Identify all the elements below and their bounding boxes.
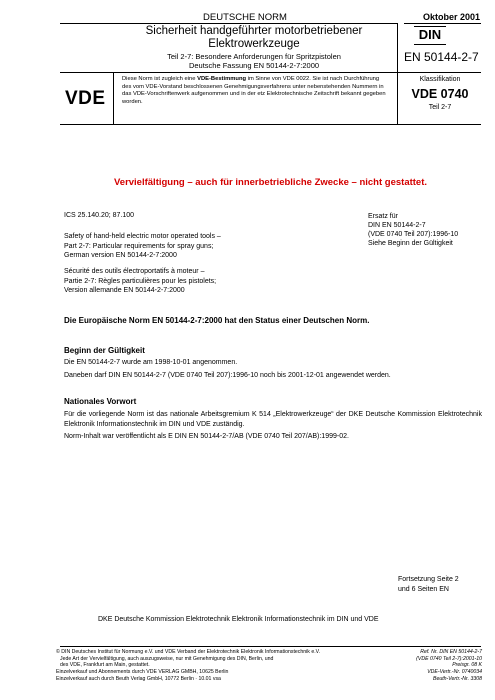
ersatz-line: Siehe Beginn der Gültigkeit [368, 240, 453, 247]
english-title-line: German version EN 50144-2-7:2000 [64, 252, 177, 259]
dke-footer: DKE Deutsche Kommission Elektrotechnik Elektronik Informationstechnik im DIN und VDE [98, 616, 379, 623]
klassifikation-label: Klassifikation [419, 76, 461, 83]
status-statement: Die Europäische Norm EN 50144-2-7:2000 hat den Status einer Deutschen Norm. [64, 316, 370, 325]
legal-line: Einzelverkauf und Abonnements durch VDE VERLAG GMBH, 10625 Berlin [56, 669, 229, 676]
ics-codes: ICS 25.140.20; 87.100 [64, 212, 135, 219]
validity-line-1: Die EN 50144-2-7 wurde am 1998-10-01 angenommen. [64, 359, 238, 366]
english-title [64, 232, 324, 261]
french-title-line: Sécurité des outils électroportatifs à moteur – [64, 268, 205, 275]
reference-line: Ref. Nr. DIN EN 50144-2-7 [420, 649, 482, 655]
reference-line: VDE-Vertr.-Nr. 0740034 [427, 669, 482, 676]
vde-logo: VDE [65, 88, 106, 109]
vde-notice-bold: VDE-Bestimmung [197, 76, 247, 82]
vde-notice-post: im Sinne von VDE 0022. Sie ist nach Durchführung des vom VDE-Vorstand beschlossenen Genehmigungsverfahrens unter nebenstehenden Nummern in das VDE-Vorschriftenwerk aufgenommen und in der etz Elektrotechnische Zeitschrift bekannt gegeben worden. [122, 76, 386, 105]
vde-part: Teil 2-7 [428, 104, 452, 111]
document-subtitle [113, 52, 395, 70]
foreword-heading: Nationales Vorwort [64, 397, 137, 406]
legal-top-rule [60, 646, 481, 647]
reference-line: (VDE 0740 Teil 2-7):2001-10 [416, 655, 482, 662]
title-line-1: Sicherheit handgeführter motorbetriebener [145, 25, 363, 37]
vde-number: VDE 0740 [411, 87, 469, 101]
ersatz-line: DIN EN 50144-2-7 [368, 222, 426, 229]
standard-number: EN 50144-2-7 [404, 50, 479, 64]
french-title [64, 267, 324, 296]
document-title [113, 25, 395, 51]
french-title-line: Partie 2-7: Règles particulières pour les pistolets; [64, 277, 217, 285]
continuation-line-2: und 6 Seiten EN [398, 585, 449, 593]
ersatz-line: (VDE 0740 Teil 207):1996-10 [368, 231, 459, 238]
top-rule-right [404, 23, 481, 24]
ersatz-line: Ersatz für [368, 213, 398, 220]
legal-line: Einzelverkauf auch durch Beuth Verlag GmbH, 10772 Berlin · 10.01 vsa [56, 675, 221, 682]
top-rule [60, 23, 397, 24]
ersatz-block [368, 212, 488, 248]
title-line-2: Elektrowerkzeuge [208, 38, 300, 50]
vde-logo-divider [113, 72, 114, 124]
foreword-para-2: Norm-Inhalt war veröffentlicht als E DIN EN 50144-2-7/AB (VDE 0740 Teil 207/AB):1999-02. [64, 433, 349, 440]
english-title-line: Part 2-7: Particular requirements for spray guns; [64, 242, 214, 250]
legal-line: Jede Art der Vervielfältigung, auch auszugsweise, nur mit Genehmigung des DIN, Berlin, und [60, 655, 274, 662]
copy-warning: Vervielfältigung – auch für innerbetriebliche Zwecke – nicht gestattet. [113, 177, 428, 188]
subtitle-line-2: Deutsche Fassung EN 50144-2-7:2000 [188, 61, 320, 70]
reference-line: Beuth-Vertr.-Nr. 3308 [432, 675, 482, 682]
vde-bottom-rule [60, 124, 481, 125]
subtitle-line-1: Teil 2-7: Besondere Anforderungen für Spritzpistolen [167, 52, 341, 61]
vde-notice [122, 76, 390, 106]
reference-numbers [390, 649, 482, 683]
legal-notice [56, 649, 396, 683]
continuation-note [398, 575, 488, 594]
issue-date: Oktober 2001 [422, 12, 480, 22]
french-title-line: Version allemande EN 50144-2-7:2000 [64, 287, 185, 294]
reference-line: Preisgr. 08 K [452, 662, 482, 669]
validity-line-2: Daneben darf DIN EN 50144-2-7 (VDE 0740 Teil 207):1996-10 noch bis 2001-12-01 angewendet werden. [64, 372, 391, 379]
foreword-para-1: Für die vorliegende Norm ist das nationale Arbeitsgremium K 514 „Elektrowerkzeuge“ der DKE Deutsche Kommission Elektrotechnik Elektronik Informationstechnik im DIN und VDE zuständig. [64, 411, 482, 428]
legal-line: des VDE, Frankfurt am Main, gestattet. [60, 662, 150, 669]
vde-notice-pre: Diese Norm ist zugleich eine [122, 76, 198, 82]
validity-heading: Beginn der Gültigkeit [64, 346, 145, 355]
legal-line: © DIN Deutsches Institut für Normung e.V. und VDE Verband der Elektrotechnik Elektronik Informationstechnik e.V. [56, 649, 321, 655]
title-bottom-rule [60, 72, 481, 73]
continuation-line-1: Fortsetzung Seite 2 [398, 576, 459, 583]
english-title-line: Safety of hand-held electric motor operated tools – [64, 233, 221, 240]
din-logo: DIN [414, 26, 446, 45]
norm-label: DEUTSCHE NORM [203, 12, 287, 23]
